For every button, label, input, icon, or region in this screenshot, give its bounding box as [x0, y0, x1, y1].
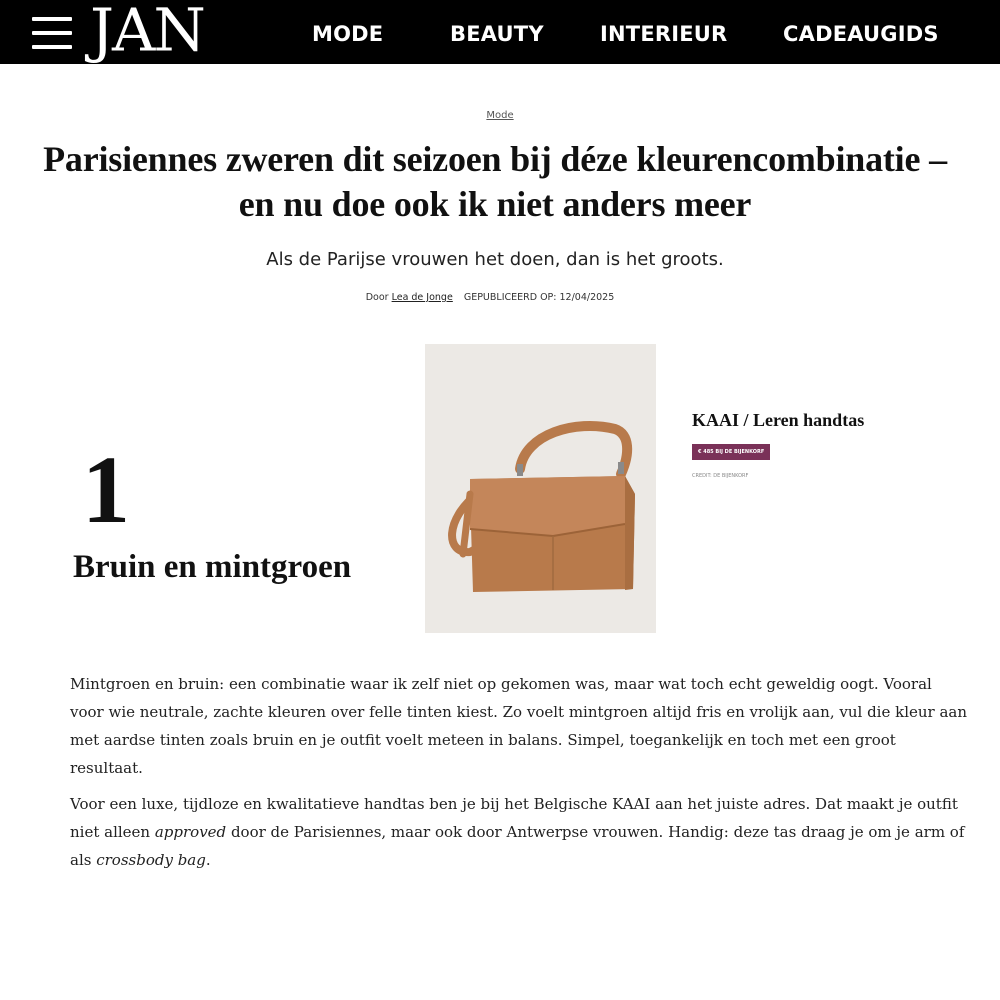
item-number: 1	[82, 436, 130, 543]
top-navigation-bar	[0, 0, 1000, 64]
nav-item-interieur[interactable]: INTERIEUR	[600, 22, 728, 46]
site-logo[interactable]: JAN	[90, 0, 204, 66]
published-label: GEPUBLICEERD OP:	[463, 292, 557, 303]
price-button[interactable]: € 485 BIJ DE BIJENKORF	[692, 444, 770, 460]
author-link[interactable]: Lea de Jonge	[391, 292, 453, 303]
menu-icon[interactable]	[32, 16, 72, 50]
article-subtitle: Als de Parijse vrouwen het doen, dan is het groots.	[266, 249, 724, 270]
paragraph-2-text: door de Parisiennes, maar ook door Antwerpse vrouwen. Handig: deze tas draag je om je arm of als	[70, 823, 965, 869]
product-name: KAAI / Leren handtas	[692, 410, 865, 430]
published-date: 12/04/2025	[559, 292, 615, 303]
image-credit: CREDIT: DE BIJENKORF	[692, 473, 749, 479]
menu-icon-line	[32, 31, 72, 35]
section-title: Bruin en mintgroen	[73, 549, 352, 585]
paragraph-2-text: .	[205, 851, 211, 869]
paragraph-2-emphasis: approved	[154, 823, 227, 841]
category-link[interactable]: Mode	[486, 110, 514, 121]
menu-icon-line	[32, 17, 72, 21]
byline-prefix: Door	[365, 292, 389, 303]
menu-icon-line	[32, 45, 72, 49]
paragraph-2-text: Voor een luxe, tijdloze en kwalitatieve handtas ben je bij het Belgische KAAI aan het juiste adres. Dat maakt je outfit niet alleen	[70, 795, 958, 841]
nav-item-beauty[interactable]: BEAUTY	[450, 22, 544, 46]
nav-item-mode[interactable]: MODE	[312, 22, 384, 46]
paragraph-2	[70, 790, 970, 874]
article-body	[70, 670, 970, 882]
paragraph-1: Mintgroen en bruin: een combinatie waar ik zelf niet op gekomen was, maar wat toch echt geweldig oogt. Vooral voor wie neutrale, zachte kleuren over felle tinten kiest. Zo voelt mintgroen altijd fris en vrolijk aan, vul die kleur aan met aardse tinten zoals bruin en je outfit voelt meteen in balans. Simpel, toegankelijk en toch met een groot resultaat.	[70, 675, 968, 777]
breadcrumb	[0, 110, 1000, 121]
paragraph-2-emphasis: crossbody bag	[96, 851, 206, 869]
nav-item-cadeaugids[interactable]: CADEAUGIDS	[783, 22, 939, 46]
product-image[interactable]	[425, 344, 656, 633]
page-title: Parisiennes zweren dit seizoen bij déze kleurencombinatie – en nu doe ook ik niet anders meer	[43, 139, 947, 224]
handbag-icon	[425, 344, 656, 633]
byline	[0, 292, 980, 303]
